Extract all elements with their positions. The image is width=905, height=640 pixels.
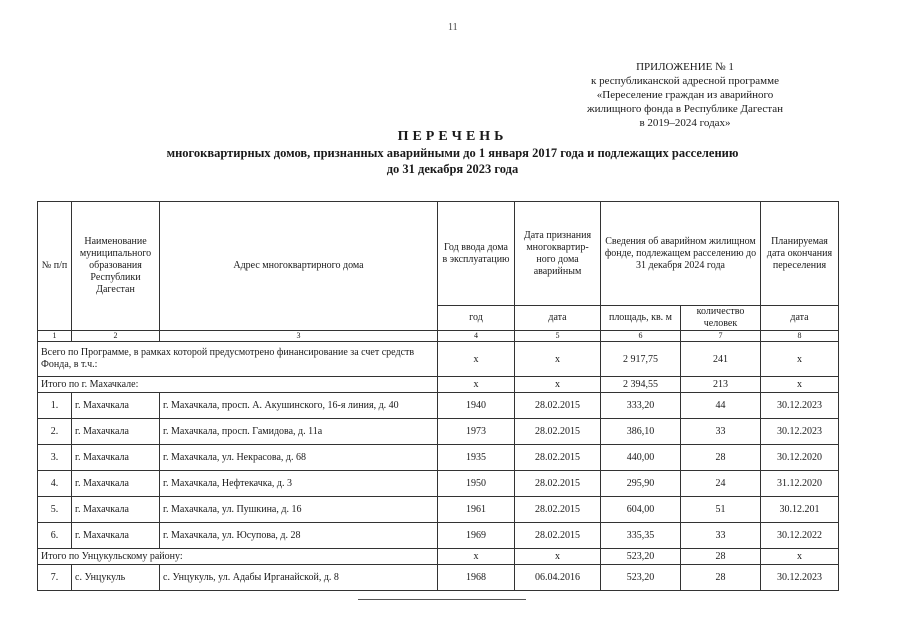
appendix-line: к республиканской адресной программе xyxy=(591,75,779,87)
row-address: г. Махачкала, просп. А. Акушинского, 16-я линия, д. 40 xyxy=(160,393,438,419)
subheader-area: площадь, кв. м xyxy=(601,306,681,331)
row-address: г. Махачкала, Нефтекачка, д. 3 xyxy=(160,471,438,497)
subtotal-date: х xyxy=(515,377,601,393)
row-date: 28.02.2015 xyxy=(515,393,601,419)
table-row xyxy=(38,471,839,497)
row-num: 3. xyxy=(38,445,72,471)
appendix-block xyxy=(560,60,810,130)
row-end: 30.12.2020 xyxy=(761,445,839,471)
column-number: 7 xyxy=(681,331,761,342)
row-end: 30.12.2023 xyxy=(761,393,839,419)
table-row xyxy=(38,445,839,471)
table-row xyxy=(38,565,839,591)
header-year-built: Год ввода дома в эксплуатацию xyxy=(438,202,515,306)
total-date: х xyxy=(515,342,601,377)
row-people: 33 xyxy=(681,419,761,445)
row-municipality: г. Махачкала xyxy=(72,419,160,445)
row-area: 523,20 xyxy=(601,565,681,591)
page-number: 11 xyxy=(448,22,458,33)
subtotal-end: х xyxy=(761,549,839,565)
header-num: № п/п xyxy=(38,202,72,331)
row-people: 24 xyxy=(681,471,761,497)
table-row xyxy=(38,497,839,523)
row-end: 30.12.201 xyxy=(761,497,839,523)
subtotal-label: Итого по г. Махачкале: xyxy=(38,377,438,393)
subtotal-people: 28 xyxy=(681,549,761,565)
row-address: г. Махачкала, просп. Гамидова, д. 11а xyxy=(160,419,438,445)
subheader-date: дата xyxy=(515,306,601,331)
footer-divider xyxy=(358,599,526,600)
row-area: 604,00 xyxy=(601,497,681,523)
row-num: 4. xyxy=(38,471,72,497)
row-address: г. Махачкала, ул. Пушкина, д. 16 xyxy=(160,497,438,523)
column-number: 2 xyxy=(72,331,160,342)
subtotal-label: Итого по Унцукульскому району: xyxy=(38,549,438,565)
row-year: 1961 xyxy=(438,497,515,523)
table-row xyxy=(38,419,839,445)
row-end: 30.12.2023 xyxy=(761,419,839,445)
column-number: 8 xyxy=(761,331,839,342)
column-number: 6 xyxy=(601,331,681,342)
row-end: 30.12.2022 xyxy=(761,523,839,549)
row-municipality: с. Унцукуль xyxy=(72,565,160,591)
column-number: 4 xyxy=(438,331,515,342)
header-recognized-date: Дата признания многоквартир-ного дома аварийным xyxy=(515,202,601,306)
row-area: 440,00 xyxy=(601,445,681,471)
row-num: 5. xyxy=(38,497,72,523)
row-end: 31.12.2020 xyxy=(761,471,839,497)
row-area: 333,20 xyxy=(601,393,681,419)
title-line: многоквартирных домов, признанных аварийными до 1 января 2017 года и подлежащих расселению xyxy=(166,146,739,160)
subheader-people: количество человек xyxy=(681,306,761,331)
subheader-end-date: дата xyxy=(761,306,839,331)
row-num: 1. xyxy=(38,393,72,419)
header-planned-end: Планируемая дата окончания переселения xyxy=(761,202,839,306)
row-num: 6. xyxy=(38,523,72,549)
row-year: 1940 xyxy=(438,393,515,419)
row-date: 06.04.2016 xyxy=(515,565,601,591)
column-number-row xyxy=(38,331,839,342)
row-people: 28 xyxy=(681,565,761,591)
subtotal-area: 523,20 xyxy=(601,549,681,565)
row-address: с. Унцукуль, ул. Адабы Ирганайской, д. 8 xyxy=(160,565,438,591)
total-year: х xyxy=(438,342,515,377)
subtotal-row xyxy=(38,549,839,565)
row-date: 28.02.2015 xyxy=(515,497,601,523)
total-people: 241 xyxy=(681,342,761,377)
subtotal-year: х xyxy=(438,377,515,393)
row-people: 33 xyxy=(681,523,761,549)
row-year: 1968 xyxy=(438,565,515,591)
row-people: 28 xyxy=(681,445,761,471)
row-area: 386,10 xyxy=(601,419,681,445)
document-title xyxy=(0,128,905,177)
row-address: г. Махачкала, ул. Юсупова, д. 28 xyxy=(160,523,438,549)
column-number: 5 xyxy=(515,331,601,342)
row-date: 28.02.2015 xyxy=(515,445,601,471)
total-end: х xyxy=(761,342,839,377)
total-area: 2 917,75 xyxy=(601,342,681,377)
subtotal-end: х xyxy=(761,377,839,393)
row-municipality: г. Махачкала xyxy=(72,393,160,419)
appendix-line: «Переселение граждан из аварийного xyxy=(596,89,774,101)
row-num: 7. xyxy=(38,565,72,591)
subtotal-date: х xyxy=(515,549,601,565)
title-heading: ПЕРЕЧЕНЬ xyxy=(397,129,508,144)
row-area: 335,35 xyxy=(601,523,681,549)
row-people: 51 xyxy=(681,497,761,523)
header-address: Адрес многоквартирного дома xyxy=(160,202,438,331)
title-line: до 31 декабря 2023 года xyxy=(386,162,519,176)
row-num: 2. xyxy=(38,419,72,445)
appendix-line: ПРИЛОЖЕНИЕ № 1 xyxy=(636,61,734,73)
column-number: 1 xyxy=(38,331,72,342)
subtotal-area: 2 394,55 xyxy=(601,377,681,393)
row-municipality: г. Махачкала xyxy=(72,523,160,549)
header-row xyxy=(38,202,839,306)
subtotal-year: х xyxy=(438,549,515,565)
appendix-line: в 2019–2024 годах» xyxy=(639,117,731,129)
subheader-year: год xyxy=(438,306,515,331)
row-year: 1973 xyxy=(438,419,515,445)
column-number: 3 xyxy=(160,331,438,342)
row-address: г. Махачкала, ул. Некрасова, д. 68 xyxy=(160,445,438,471)
total-row xyxy=(38,342,839,377)
header-fund-info: Сведения об аварийном жилищном фонде, подлежащем расселению до 31 декабря 2024 года xyxy=(601,202,761,306)
housing-table xyxy=(37,201,839,591)
row-municipality: г. Махачкала xyxy=(72,445,160,471)
table-row xyxy=(38,393,839,419)
row-date: 28.02.2015 xyxy=(515,523,601,549)
subtotal-people: 213 xyxy=(681,377,761,393)
header-municipality: Наименование муниципального образования Республики Дагестан xyxy=(72,202,160,331)
row-people: 44 xyxy=(681,393,761,419)
row-municipality: г. Махачкала xyxy=(72,497,160,523)
table-row xyxy=(38,523,839,549)
subtotal-row xyxy=(38,377,839,393)
row-municipality: г. Махачкала xyxy=(72,471,160,497)
row-end: 30.12.2023 xyxy=(761,565,839,591)
total-label: Всего по Программе, в рамках которой предусмотрено финансирование за счет средств Фонда, в т.ч.: xyxy=(38,342,438,377)
appendix-line: жилищного фонда в Республике Дагестан xyxy=(586,103,784,115)
row-date: 28.02.2015 xyxy=(515,471,601,497)
row-year: 1935 xyxy=(438,445,515,471)
row-area: 295,90 xyxy=(601,471,681,497)
row-date: 28.02.2015 xyxy=(515,419,601,445)
row-year: 1950 xyxy=(438,471,515,497)
row-year: 1969 xyxy=(438,523,515,549)
